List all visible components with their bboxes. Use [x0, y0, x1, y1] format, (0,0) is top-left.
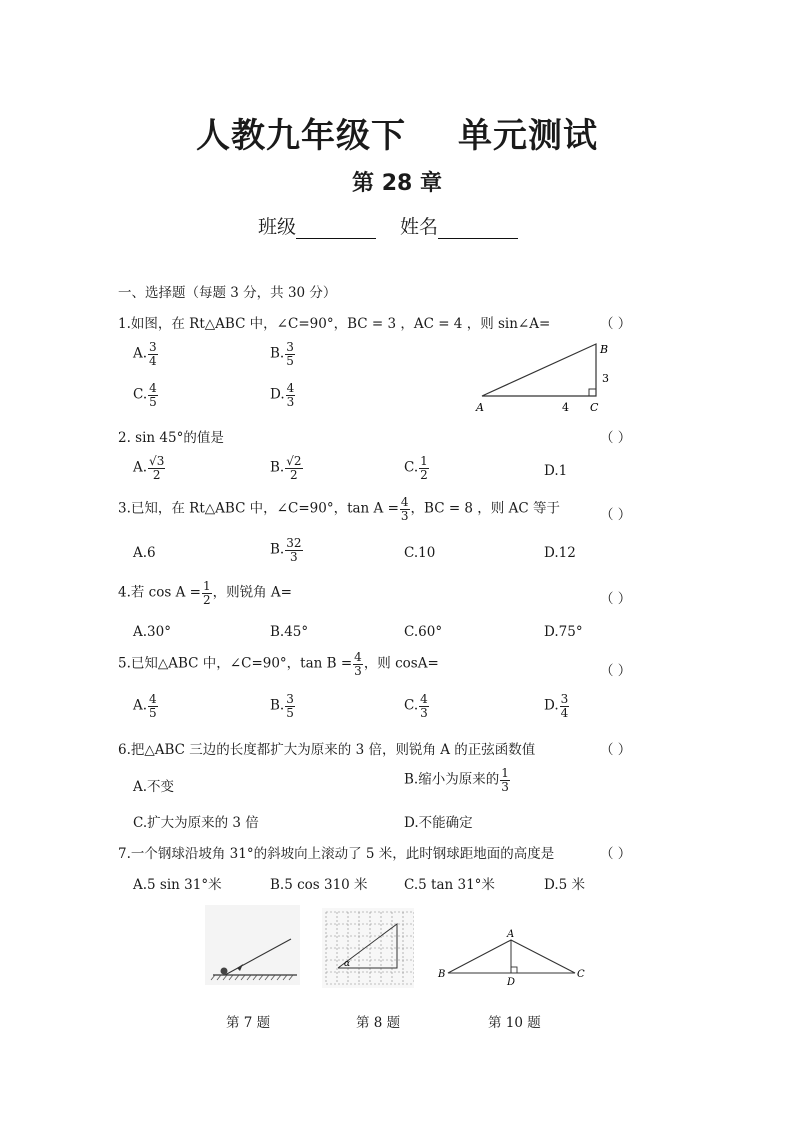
question-1-text: 1.如图，在 Rt△ABC 中，∠C=90°，BC = 3 ，AC = 4 ，则 sin∠A= — [118, 316, 551, 332]
q3-option-d[interactable]: D.12 — [544, 545, 576, 561]
question-6-text: 6.把△ABC 三边的长度都扩大为原来的 3 倍，则锐角 A 的正弦函数值 — [118, 742, 536, 758]
q7-option-c[interactable]: C.5 tan 31°米 — [404, 877, 495, 893]
question-3-text: 3.已知，在 Rt△ABC 中，∠C=90°，tan A = $\frac{4}{3}$ ，BC = 8 ，则 AC 等于 — [118, 495, 560, 523]
q2-option-d[interactable]: D.1 — [544, 463, 568, 479]
q1-option-c[interactable]: C. $\frac{4}{5}$ — [133, 381, 157, 409]
q5-option-b[interactable]: B. $\frac{3}{5}$ — [270, 692, 294, 720]
q4-option-c[interactable]: C.60° — [404, 624, 443, 640]
q1-label-ac: 4 — [562, 401, 569, 414]
q2-option-b[interactable]: B. $\frac{√2}{2}$ — [270, 454, 302, 482]
q6-option-b[interactable]: B.缩小为原来的 $\frac{1}{3}$ — [404, 766, 509, 794]
q3-option-b[interactable]: B. $\frac{32}{3}$ — [270, 536, 302, 564]
question-4-text: 4.若 cos A = $\frac{1}{2}$ ，则锐角 A= — [118, 579, 292, 607]
q1-label-c: C — [590, 401, 599, 414]
q1-option-b[interactable]: B. $\frac{3}{5}$ — [270, 340, 294, 368]
caption-figure-7: 第 7 题 — [226, 1015, 271, 1031]
title-right: 单元测试 — [458, 116, 598, 156]
answer-paren-6[interactable]: （ ） — [600, 742, 632, 758]
q1-label-b: B — [600, 343, 609, 356]
fig10-label-d: D — [507, 977, 516, 987]
answer-paren-2[interactable]: （ ） — [600, 430, 632, 446]
name-label: 姓名 — [400, 216, 439, 238]
fig10-label-b: B — [438, 969, 446, 980]
page-title — [0, 108, 794, 157]
q3-option-c[interactable]: C.10 — [404, 545, 436, 561]
q5-option-a[interactable]: A. $\frac{4}{5}$ — [133, 692, 157, 720]
fig10-label-a: A — [507, 929, 515, 940]
q7-option-a[interactable]: A.5 sin 31°米 — [133, 877, 222, 893]
chapter-heading: 第 28 章 — [352, 171, 442, 196]
q6-option-d[interactable]: D.不能确定 — [404, 815, 473, 831]
q1-triangle-figure — [474, 336, 624, 416]
class-label: 班级 — [257, 216, 296, 238]
figure-q10-triangle — [435, 925, 590, 987]
q4-option-d[interactable]: D.75° — [544, 624, 583, 640]
q7-option-d[interactable]: D.5 米 — [544, 877, 586, 893]
caption-figure-8: 第 8 题 — [356, 1015, 401, 1031]
q4-option-b[interactable]: B.45° — [270, 624, 309, 640]
question-2-text: 2. sin 45°的值是 — [118, 430, 224, 446]
q1-label-bc: 3 — [602, 372, 609, 385]
question-5-text: 5.已知△ABC 中，∠C=90°，tan B = $\frac{4}{3}$ ，则 cosA= — [118, 650, 439, 678]
answer-paren-5[interactable]: （ ） — [600, 663, 632, 679]
q6-option-a[interactable]: A.不变 — [133, 779, 175, 795]
q1-option-d[interactable]: D. $\frac{4}{3}$ — [270, 381, 295, 409]
q6-option-c[interactable]: C.扩大为原来的 3 倍 — [133, 815, 259, 831]
q1-option-a[interactable]: A. $\frac{3}{4}$ — [133, 340, 157, 368]
ball-icon — [221, 968, 228, 975]
figure-q7-slope — [205, 905, 300, 985]
question-7-text: 7.一个钢球沿坡角 31°的斜坡向上滚动了 5 米，此时钢球距地面的高度是 — [118, 846, 555, 862]
answer-paren-7[interactable]: （ ） — [600, 846, 632, 862]
q3-option-a[interactable]: A.6 — [133, 545, 156, 561]
q2-option-c[interactable]: C. $\frac{1}{2}$ — [404, 454, 428, 482]
caption-figure-10: 第 10 题 — [488, 1015, 541, 1031]
q1-label-a: A — [476, 401, 484, 414]
fig8-alpha-label: α — [344, 959, 351, 969]
fig10-label-c: C — [577, 969, 585, 980]
q5-option-d[interactable]: D. $\frac{3}{4}$ — [544, 692, 569, 720]
title-left: 人教九年级下 — [196, 116, 406, 156]
q2-option-a[interactable]: A. $\frac{√3}{2}$ — [133, 454, 165, 482]
name-row — [0, 212, 794, 239]
section-heading: 一、选择题（每题 3 分，共 30 分） — [118, 285, 337, 301]
q5-option-c[interactable]: C. $\frac{4}{3}$ — [404, 692, 428, 720]
q4-option-a[interactable]: A.30° — [133, 624, 171, 640]
figure-q8-grid — [322, 908, 414, 988]
q7-option-b[interactable]: B.5 cos 310 米 — [270, 877, 368, 893]
answer-paren-4[interactable]: （ ） — [600, 591, 632, 607]
name-blank[interactable] — [438, 219, 518, 239]
answer-paren-1[interactable]: （ ） — [600, 316, 632, 332]
class-blank[interactable] — [296, 219, 376, 239]
answer-paren-3[interactable]: （ ） — [600, 507, 632, 523]
